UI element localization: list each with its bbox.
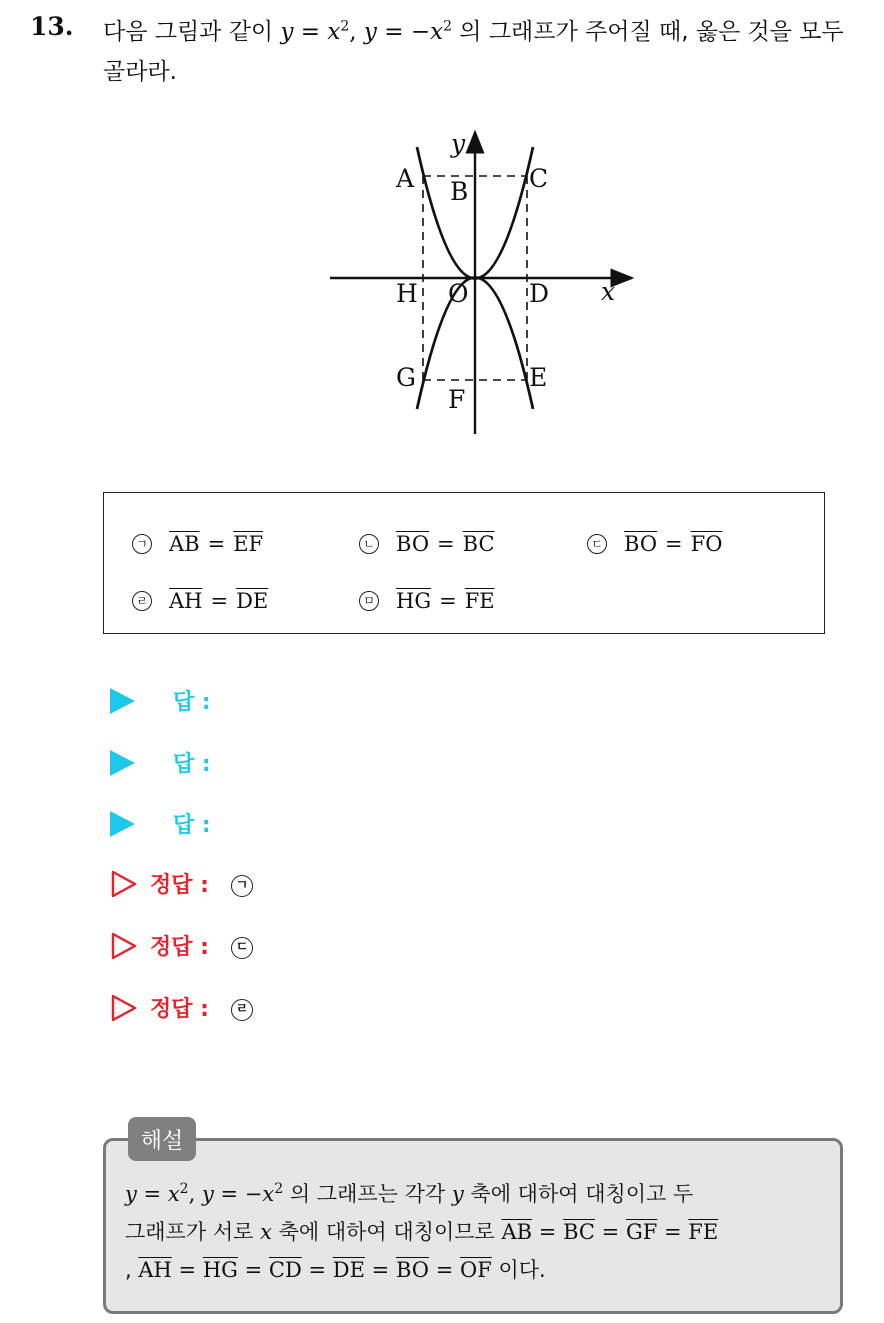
- expl-eq2-lhs: y: [201, 1182, 214, 1206]
- expl-axis-y: y: [451, 1182, 464, 1206]
- choice-lhs: $\overline{BO}$: [624, 532, 658, 556]
- expl-seg: $\overline{BO}$: [395, 1258, 429, 1282]
- label-A: A: [396, 164, 415, 193]
- label-G: G: [396, 363, 416, 392]
- label-B: B: [450, 177, 469, 206]
- choice-2: [359, 532, 495, 556]
- play-triangle-icon: [110, 811, 135, 837]
- label-C: C: [529, 164, 549, 193]
- explanation-body: [125, 1175, 825, 1289]
- choice-mark: ㄴ: [359, 534, 379, 554]
- choice-rhs: $\overline{FO}$: [690, 532, 723, 556]
- equals-sign: =: [207, 532, 226, 556]
- play-triangle-icon: [110, 750, 135, 776]
- answer-row-3[interactable]: [110, 808, 211, 839]
- outline-triangle-icon: [110, 870, 138, 898]
- expl-eq2-sign: =: [213, 1182, 245, 1206]
- equals-sign: =: [601, 1220, 620, 1244]
- expl-eq2-exp: 2: [274, 1181, 284, 1197]
- expl-seg: $\overline{FE}$: [688, 1220, 719, 1244]
- choices-box: [103, 492, 825, 634]
- correct-value: ㄱ: [231, 875, 253, 897]
- equals-sign: =: [371, 1258, 390, 1282]
- correct-row-3: [110, 992, 253, 1023]
- answer-row-1[interactable]: [110, 685, 211, 716]
- choice-lhs: $\overline{HG}$: [396, 589, 432, 613]
- correct-row-1: [110, 868, 253, 899]
- equals-sign: =: [439, 589, 457, 613]
- eq1-rhs: x: [327, 19, 341, 45]
- label-E: E: [529, 363, 548, 392]
- expl-eq1-lhs: y: [125, 1182, 137, 1206]
- eq2-sign: =: [376, 19, 411, 45]
- question-text-post: 의 그래프가 주어질 때, 옳은 것을 모두 골라라.: [103, 19, 844, 85]
- eq1-lhs: y: [280, 19, 294, 45]
- equals-sign: =: [665, 532, 683, 556]
- play-triangle-icon: [110, 688, 135, 714]
- label-x: x: [601, 277, 616, 306]
- choice-rhs: $\overline{FE}$: [464, 589, 495, 613]
- outline-triangle-icon: [110, 932, 138, 960]
- parabola-figure: [320, 120, 640, 440]
- outline-triangle-icon: [110, 994, 138, 1022]
- explanation-tag: 해설: [128, 1117, 196, 1161]
- eq2-rhs: −x: [410, 19, 444, 45]
- label-F: F: [448, 385, 466, 414]
- expl-comma: ,: [188, 1182, 202, 1206]
- expl-eq1-rhs: x: [167, 1182, 180, 1206]
- correct-label: 정답 :: [150, 997, 209, 1022]
- equals-sign: =: [308, 1258, 327, 1282]
- question-number: 13.: [30, 12, 74, 41]
- choice-lhs: $\overline{BO}$: [396, 532, 430, 556]
- equals-sign: =: [210, 589, 229, 613]
- choice-mark: ㄱ: [132, 534, 152, 554]
- choice-3: [587, 532, 722, 556]
- expl-seg: $\overline{AH}$: [138, 1258, 172, 1282]
- answer-row-2[interactable]: [110, 747, 211, 778]
- expl-seg: $\overline{AB}$: [501, 1220, 533, 1244]
- equals-sign: =: [178, 1258, 197, 1282]
- choice-lhs: $\overline{AH}$: [169, 589, 203, 613]
- answer-label: 답 :: [173, 752, 211, 777]
- expl-seg: $\overline{OF}$: [459, 1258, 492, 1282]
- expl-line1-post: 의 그래프는 각각: [283, 1182, 452, 1206]
- equals-sign: =: [435, 1258, 454, 1282]
- equals-sign: =: [664, 1220, 682, 1244]
- expl-seg: $\overline{GF}$: [625, 1220, 658, 1244]
- equals-sign: =: [244, 1258, 263, 1282]
- expl-seg: $\overline{CD}$: [268, 1258, 302, 1282]
- correct-label: 정답 :: [150, 935, 209, 960]
- correct-value: ㄹ: [231, 999, 253, 1021]
- choice-lhs: $\overline{AB}$: [169, 532, 200, 556]
- choice-rhs: $\overline{EF}$: [233, 532, 264, 556]
- expl-line1-tail: 축에 대하여 대칭이고 두: [463, 1182, 694, 1206]
- expl-line2-pre: 그래프가 서로: [125, 1220, 261, 1244]
- choice-4: [132, 589, 268, 613]
- choice-rhs: $\overline{BC}$: [462, 532, 495, 556]
- expl-seg: $\overline{BC}$: [563, 1220, 595, 1244]
- correct-value: ㄷ: [231, 937, 253, 959]
- expl-eq1-exp: 2: [179, 1181, 189, 1197]
- eq1-exp: 2: [340, 18, 350, 35]
- correct-row-2: [110, 930, 253, 961]
- label-O: O: [448, 279, 469, 308]
- expl-eq-sign: =: [136, 1182, 168, 1206]
- choice-mark: ㅁ: [359, 591, 379, 611]
- label-y: y: [451, 129, 466, 158]
- expl-eq2-rhs: −x: [244, 1182, 275, 1206]
- label-D: D: [529, 279, 550, 308]
- label-H: H: [396, 279, 418, 308]
- equals-sign: =: [437, 532, 455, 556]
- eq-comma: ,: [349, 19, 364, 45]
- expl-seg: $\overline{DE}$: [332, 1258, 365, 1282]
- answer-label: 답 :: [173, 690, 211, 715]
- question-text: [103, 12, 863, 92]
- eq2-lhs: y: [363, 19, 377, 45]
- question-text-pre: 다음 그림과 같이: [103, 19, 281, 45]
- answer-label: 답 :: [173, 813, 211, 838]
- choice-5: [359, 589, 495, 613]
- choice-mark: ㄹ: [132, 591, 152, 611]
- correct-label: 정답 :: [150, 873, 209, 898]
- expl-line3-tail: 이다.: [491, 1258, 546, 1282]
- expl-axis-x: x: [260, 1220, 272, 1244]
- equals-sign: =: [538, 1220, 557, 1244]
- eq2-exp: 2: [443, 18, 452, 35]
- expl-line3-pre: ,: [125, 1258, 139, 1282]
- choice-rhs: $\overline{DE}$: [236, 589, 269, 613]
- eq-sign: =: [293, 19, 328, 45]
- choice-1: [132, 532, 263, 556]
- choice-mark: ㄷ: [587, 534, 607, 554]
- expl-line2-mid: 축에 대하여 대칭이므로: [271, 1220, 502, 1244]
- expl-seg: $\overline{HG}$: [202, 1258, 238, 1282]
